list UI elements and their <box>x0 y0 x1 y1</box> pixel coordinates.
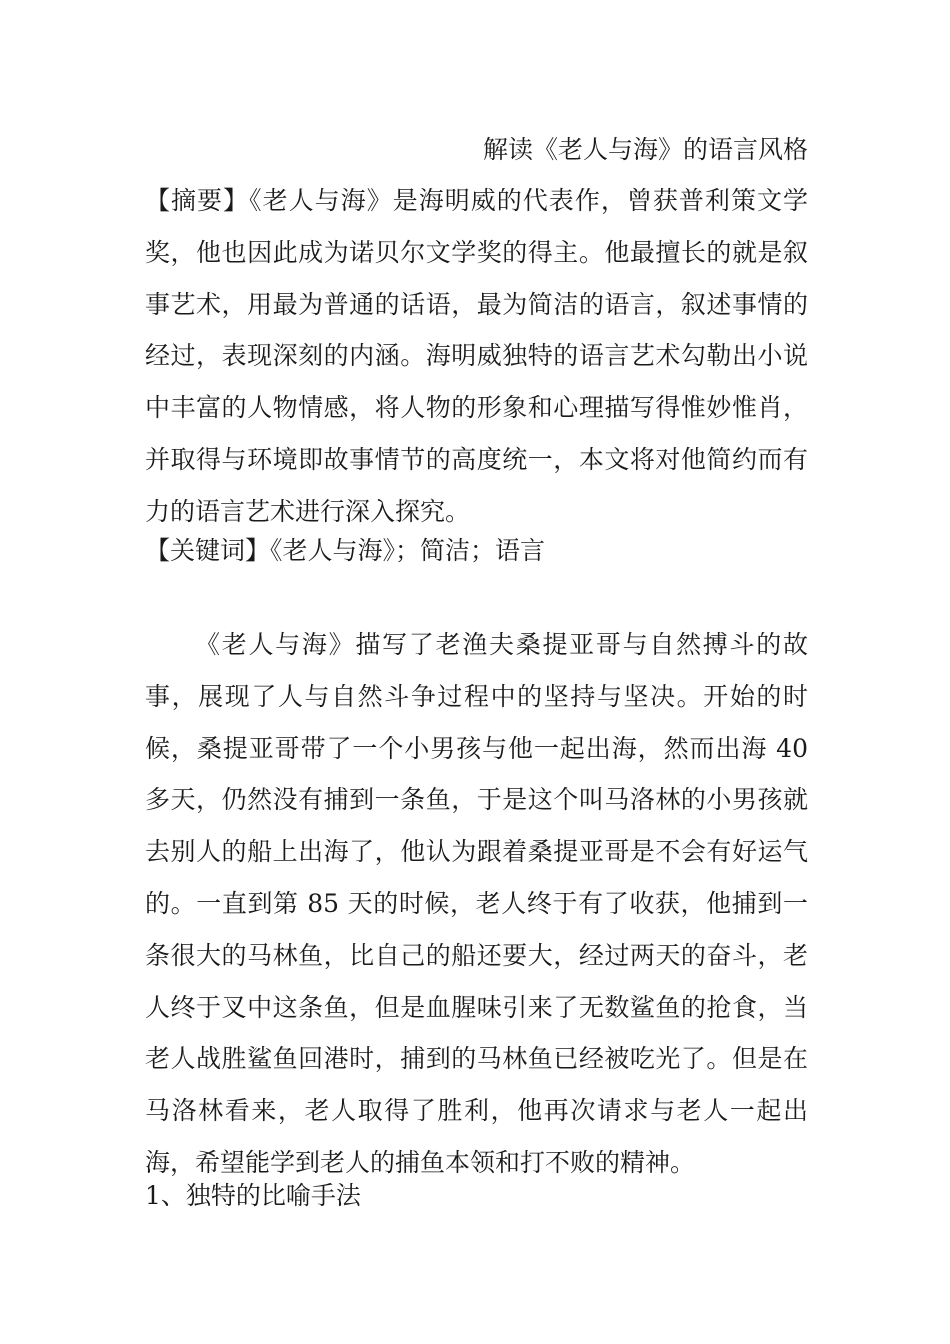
abstract-paragraph: 【摘要】《老人与海》是海明威的代表作，曾获普利策文学奖，他也因此成为诺贝尔文学奖的得主。他最擅长的就是叙事艺术，用最为普通的话语，最为简洁的语言，叙述事情的经过，表现深刻的内涵。海明威独特的语言艺术勾勒出小说中丰富的人物情感，将人物的形象和心理描写得惟妙惟肖，并取得与环境即故事情节的高度统一，本文将对他简约而有力的语言艺术进行深入探究。 <box>145 186 808 526</box>
section-heading: 1、独特的比喻手法 <box>145 1181 361 1210</box>
keywords-line: 【关键词】《老人与海》；简洁；语言 <box>145 536 546 565</box>
body-paragraph: 《老人与海》描写了老渔夫桑提亚哥与自然搏斗的故事，展现了人与自然斗争过程中的坚持与坚决。开始的时候，桑提亚哥带了一个小男孩与他一起出海，然而出海 40 多天，仍然没有捕到一条鱼，于是这个叫马洛林的小男孩就去别人的船上出海了，他认为跟着桑提亚哥是不会有好运气的。一直到第 85 天的时候，老人终于有了收获，他捕到一条很大的马林鱼，比自己的船还要大，经过两天的奋斗，老人终于叉中这条鱼，但是血腥味引来了无数鲨鱼的抢食，当老人战胜鲨鱼回港时，捕到的马林鱼已经被吃光了。但是在马洛林看来，老人取得了胜利，他再次请求与老人一起出海，希望能学到老人的捕鱼本领和打不败的精神。 <box>145 630 808 1177</box>
document-title: 解读《老人与海》的语言风格 <box>482 135 808 164</box>
